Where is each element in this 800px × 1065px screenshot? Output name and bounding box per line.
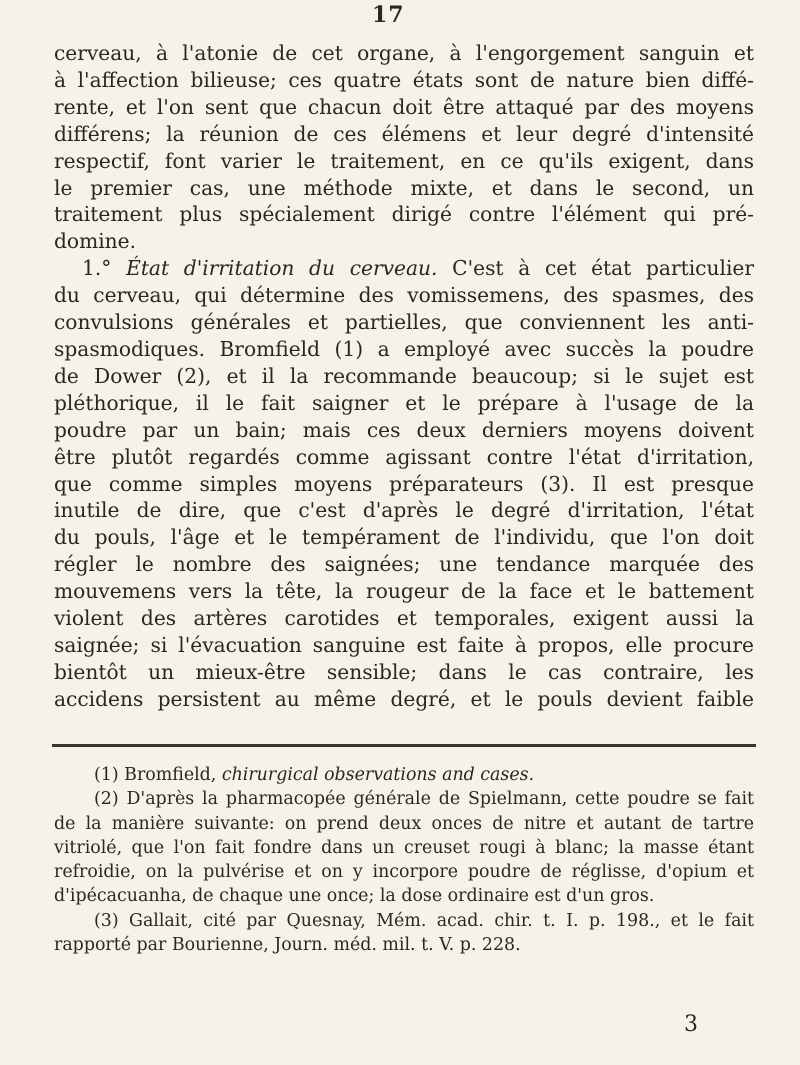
footnote-3-line: rapporté par Bourienne, Journ. méd. mil. t. V. p. 228. [54,935,521,956]
footnote-2-line: de la manière suivante: on prend deux onces de nitre et autant de tartre [54,813,754,834]
footnote-2-line: refroidie, on la pulvérise et on y incorpore poudre de réglisse, d'opium et [54,862,754,883]
signature-mark: 3 [684,1012,698,1037]
page-number: 17 [372,2,405,28]
text-line: pléthorique, il le fait saigner et le prépare à l'usage de la [54,390,754,415]
text-line: domine. [54,229,137,254]
text-line: régler le nombre des saignées; une tendance marquée des [54,552,754,577]
text-line: saignée; si l'évacuation sanguine est faite à propos, elle procure [54,632,754,657]
footnote-2-line: vitriolé, que l'on fait fondre dans un creuset rougi à blanc; la masse étant [54,837,754,858]
text-line: poudre par un bain; mais ces deux derniers moyens doivent [54,417,754,442]
text-line: accidens persistent au même degré, et le pouls devient faible [54,686,754,711]
text-line: différens; la réunion de ces élémens et leur degré d'intensité [54,121,754,146]
text-line: du pouls, l'âge et le tempérament de l'individu, que l'on doit [54,525,754,550]
section-heading-line [54,255,754,282]
text-line: spasmodiques. Bromfield (1) a employé avec succès la poudre [54,336,754,361]
text-line: traitement plus spécialement dirigé contre l'élément qui pré- [54,202,754,227]
text-line: violent des artères carotides et temporales, exigent aussi la [54,606,754,631]
footnote-separator-rule [52,744,756,747]
text-line: inutile de dire, que c'est d'après le degré d'irritation, l'état [54,498,754,523]
text-line: du cerveau, qui détermine des vomissemens, des spasmes, des [54,283,754,308]
text-line: cerveau, à l'atonie de cet organe, à l'engorgement sanguin et [54,41,754,65]
text-line: respectif, font varier le traitement, en ce qu'ils exigent, dans [54,148,754,173]
text-line: convulsions générales et partielles, que conviennent les anti- [54,310,754,335]
text-line: que comme simples moyens préparateurs (3). Il est presque [54,471,754,496]
footnote-2-line: d'ipécacuanha, de chaque une once; la dose ordinaire est d'un gros. [54,886,655,907]
text-line: bientôt un mieux-être sensible; dans le cas contraire, les [54,659,754,684]
footnote-3-line: (3) Gallait, cité par Quesnay, Mém. acad. chir. t. I. p. 198., et le fait [94,910,754,931]
text-line: de Dower (2), et il la recommande beaucoup; si le sujet est [54,363,754,388]
footnote-1-author: (1) Bromfield, [94,765,222,785]
main-text [54,40,754,713]
text-line: être plutôt regardés comme agissant contre l'état d'irritation, [54,444,754,469]
footnote-2-line: (2) D'après la pharmacopée générale de Spielmann, cette poudre se fait [94,789,754,810]
section-first-line-text: C'est à cet état particulier [452,256,754,281]
section-number: 1.° [82,256,112,281]
text-line: le premier cas, une méthode mixte, et dans le second, un [54,175,754,200]
section-title: État d'irritation du cerveau. [126,256,438,281]
text-line: rente, et l'on sent que chacun doit être attaqué par des moyens [54,94,754,119]
text-line: mouvemens vers la tête, la rougeur de la face et le battement [54,579,754,604]
footnotes [54,763,754,957]
footnote-1 [54,763,754,787]
text-line: à l'affection bilieuse; ces quatre états sont de nature bien diffé- [54,67,754,92]
footnote-1-title: chirurgical observations and cases. [221,765,535,785]
